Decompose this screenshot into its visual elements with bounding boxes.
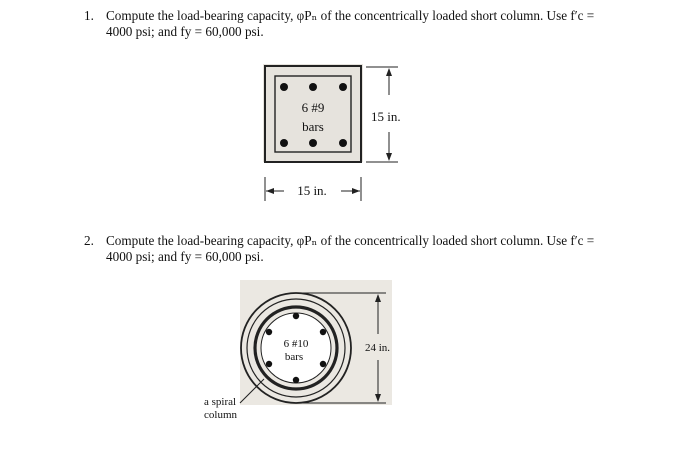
problem-1-number: 1.	[84, 8, 94, 23]
callout-line-2: column	[204, 409, 237, 421]
problem-2-line-1: Compute the load-bearing capacity, φPₙ of the concentrically loaded short column. Use f′c =	[106, 233, 595, 248]
rebar	[293, 377, 299, 383]
rebar	[320, 361, 326, 367]
bars-count-label: 6 #9	[301, 100, 325, 115]
rebar	[266, 329, 272, 335]
problem-1-line-1: Compute the load-bearing capacity, φPₙ of the concentrically loaded short column. Use f′c =	[106, 8, 595, 23]
rebar	[266, 361, 272, 367]
bars-word-label: bars	[302, 119, 324, 134]
width-dimension-label: 15 in.	[297, 183, 327, 198]
diameter-dimension-label: 24 in.	[365, 342, 391, 354]
height-dimension-label: 15 in.	[371, 109, 401, 124]
callout-line-1: a spiral	[204, 396, 237, 408]
rebar	[320, 329, 326, 335]
problem-1-line-2: 4000 psi; and fy = 60,000 psi.	[106, 24, 264, 39]
problem-2-line-2: 4000 psi; and fy = 60,000 psi.	[106, 249, 264, 264]
rebar	[293, 313, 299, 319]
bars-count-label: 6 #10	[283, 338, 309, 350]
bars-word-label: bars	[284, 351, 304, 363]
problem-2-number: 2.	[84, 233, 94, 248]
